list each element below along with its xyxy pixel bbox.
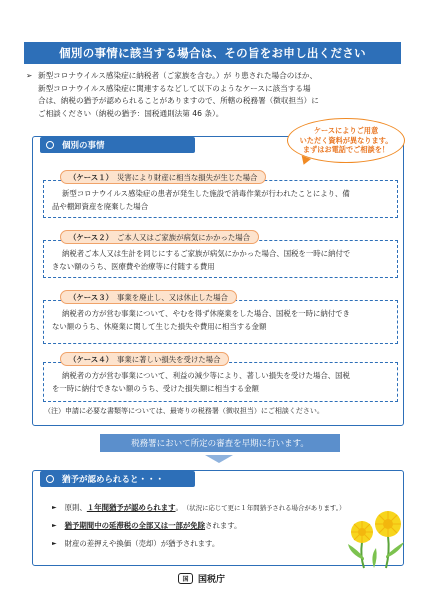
case-1-box (43, 180, 398, 218)
case-3-text: ない額のうち、休廃業に関して生じた損失や費用に相当する金額 (52, 321, 267, 331)
section-heading (40, 137, 195, 153)
grace-item-text: 原則、 (64, 503, 87, 512)
case-number: （ケース３） (69, 292, 113, 302)
page-title: 個別の事情に該当する場合は、その旨をお申し出ください (24, 42, 401, 64)
bubble-line: ケースによりご用意 (313, 126, 379, 136)
grace-item-3 (52, 538, 219, 549)
case-title: 事業を廃止し、又は休止した場合 (116, 292, 228, 302)
grace-heading-text: 猶予が認められると・・・ (62, 475, 165, 485)
intro-paragraph (26, 70, 398, 120)
bubble-line: いただく資料が異なります。 (299, 135, 393, 145)
intro-line: ご相談ください（納税の猶予：国税通則法第 46 条）。 (38, 108, 224, 118)
case-4-box (43, 362, 398, 402)
note-text: （注）申請に必要な書類等については、最寄りの税務署（徴収担当）にご相談ください。 (44, 407, 324, 415)
case-title: 災害により財産に相当な損失が生じた場合 (116, 172, 258, 182)
case-2-box (43, 240, 398, 278)
case-1-text: 品や棚卸資産を廃棄した場合 (52, 201, 149, 211)
arrow-bullet-icon: ➢ (26, 71, 33, 80)
bubble-line: まずはお電話でご相談を！ (302, 145, 390, 155)
review-process-banner: 税務署において所定の審査を早期に行います。 (100, 434, 340, 452)
grace-item-note: （状況に応じて更に１年間猶予される場合があります。） (182, 504, 346, 512)
bullet-icon: ► (52, 540, 57, 547)
case-4-text: を一時に納付できない額のうち、受けた損失額に相当する金額 (52, 383, 259, 393)
grace-item-2 (52, 520, 241, 531)
grace-item-text: 。 (175, 503, 183, 512)
case-3-box (43, 300, 398, 344)
case-title: ご本人又はご家族が病気にかかった場合 (116, 232, 251, 242)
case-1-label (60, 170, 266, 184)
intro-line: 新型コロナウイルス感染症に納税者（ご家族を含む。）が り患された場合のほか、 (38, 71, 318, 80)
grace-heading (40, 471, 195, 487)
grace-item-text: 財産の差押えや換価（売却）が猶予されます。 (64, 539, 220, 548)
intro-line: 新型コロナウイルス感染症に関連するなどして以下のようなケースに該当する場 (38, 83, 311, 93)
grace-item-emphasis: １年間猶予が認められます (86, 503, 176, 512)
case-number: （ケース４） (69, 354, 113, 364)
circle-icon (46, 141, 54, 149)
case-number: （ケース１） (69, 172, 113, 182)
case-number: （ケース２） (69, 232, 113, 242)
section-heading-text: 個別の事情 (62, 141, 105, 151)
agency-footer (178, 572, 225, 585)
grace-item-text: されます。 (205, 521, 242, 530)
case-4-text: 納税者の方が営む事業について、利益の減少等により、著しい損失を受けた場合、国税 (62, 371, 350, 380)
case-1-text: 新型コロナウイルス感染症の患者が発生した施設で消毒作業が行われたことにより、備 (62, 189, 350, 198)
agency-name: 国税庁 (198, 575, 226, 585)
case-title: 事業に著しい損失を受けた場合 (116, 354, 221, 364)
case-2-text: きない額のうち、医療費や治療等に付随する費用 (52, 261, 215, 271)
case-2-text: 納税者ご本人又は生計を同じにするご家族が病気にかかった場合、国税を一時に納付で (62, 249, 351, 258)
dandelion-flowers-illustration (340, 500, 410, 570)
bullet-icon: ► (52, 522, 57, 529)
grace-item-1 (52, 502, 345, 513)
consultation-bubble (287, 118, 405, 163)
case-4-label (60, 352, 229, 366)
national-tax-agency-logo-icon: 国 (178, 573, 193, 584)
case-3-text: 納税者の方が営む事業について、やむを得ず休廃業をした場合、国税を一時に納付でき (62, 309, 350, 318)
bullet-icon: ► (52, 504, 57, 511)
case-2-label (60, 230, 259, 244)
case-3-label (60, 290, 237, 304)
intro-line: 合は、納税の猶予が認められることがありますので、所轄の税務署（徴収担当）に (38, 96, 319, 106)
grace-item-emphasis: 猶予期間中の延滞税の全部又は一部が免除 (64, 521, 206, 530)
circle-icon (46, 475, 54, 483)
down-arrow-icon (205, 455, 233, 463)
